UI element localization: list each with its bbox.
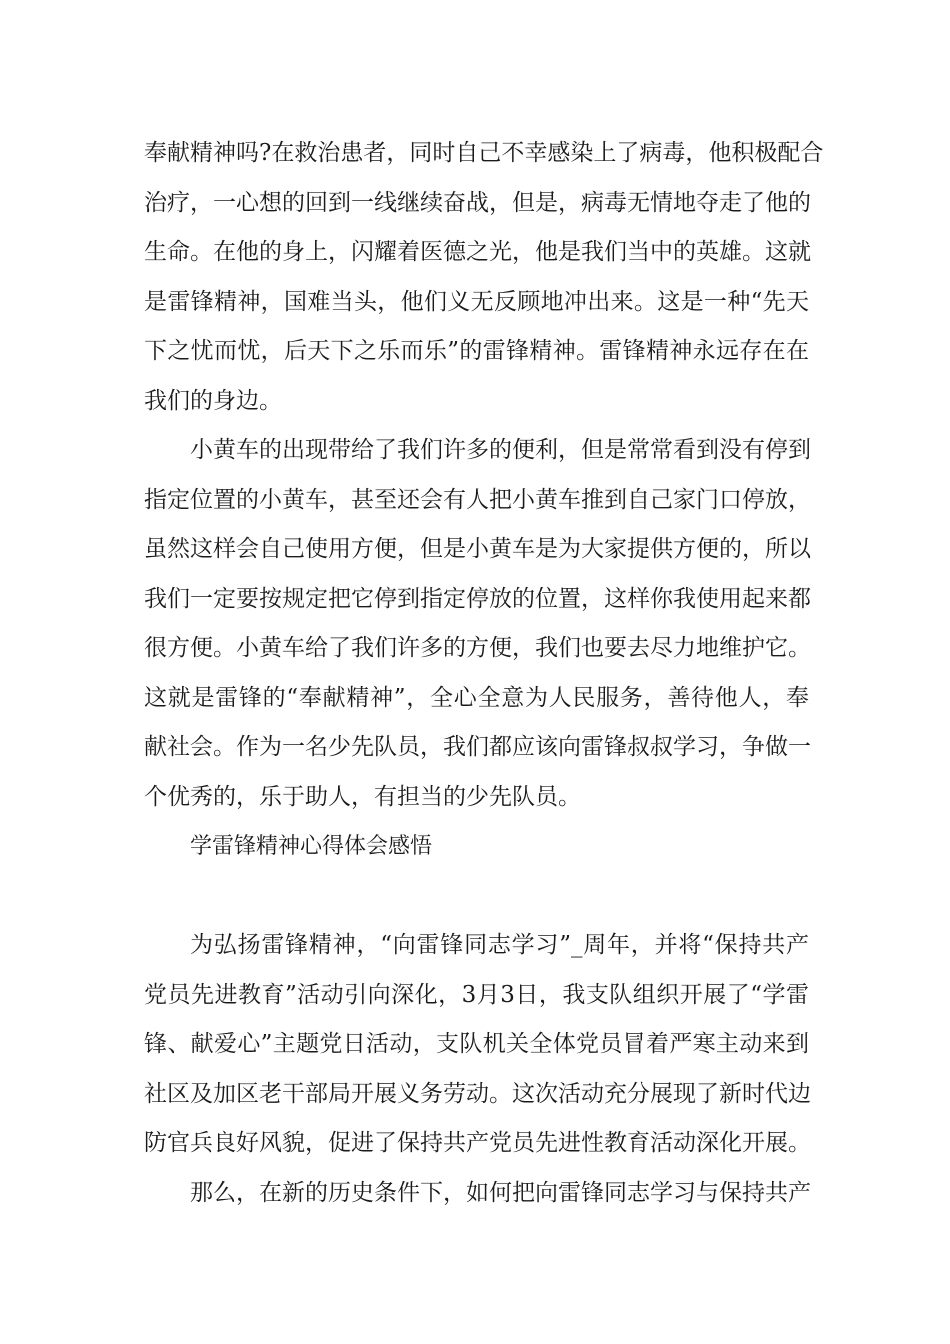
- text-line: 锋、献爱心”主题党日活动，支队机关全体党员冒着严寒主动来到: [144, 1031, 809, 1057]
- text-line: 虽然这样会自己使用方便，但是小黄车是为大家提供方便的，所以: [144, 536, 811, 562]
- text-line: 奉献精神吗?在救治患者，同时自己不幸感染上了病毒，他积极配合: [144, 140, 824, 166]
- text-line: 很方便。小黄车给了我们许多的方便，我们也要去尽力地维护它。: [144, 635, 811, 661]
- text-line: 为弘扬雷锋精神，“向雷锋同志学习”_周年，并将“保持共产: [190, 932, 809, 958]
- section-heading: 学雷锋精神心得体会感悟: [190, 834, 433, 859]
- text-line: 治疗，一心想的回到一线继续奋战，但是，病毒无情地夺走了他的: [144, 189, 811, 216]
- document-body: [144, 129, 824, 1218]
- text-line: 那么，在新的历史条件下，如何把向雷锋同志学习与保持共产: [190, 1179, 811, 1206]
- text-line: 献社会。作为一名少先队员，我们都应该向雷锋叔叔学习，争做一: [144, 734, 811, 760]
- text-line: 生命。在他的身上，闪耀着医德之光，他是我们当中的英雄。这就: [144, 239, 811, 265]
- text-line: 防官兵良好风貌，促进了保持共产党员先进性教育活动深化开展。: [144, 1130, 811, 1156]
- paragraph-1: [144, 129, 824, 426]
- paragraph-2: [144, 426, 809, 822]
- text-line: 个优秀的，乐于助人，有担当的少先队员。: [144, 783, 581, 810]
- text-line: 我们的身边。: [144, 387, 282, 414]
- text-line: 社区及加区老干部局开展义务劳动。这次活动充分展现了新时代边: [144, 1080, 811, 1107]
- text-line: 我们一定要按规定把它停到指定停放的位置，这样你我使用起来都: [144, 585, 811, 612]
- paragraph-3: [144, 921, 809, 1169]
- text-line: 下之忧而忧，后天下之乐而乐”的雷锋精神。雷锋精神永远存在在: [144, 338, 809, 364]
- paragraph-4: [144, 1169, 809, 1219]
- text-line: 党员先进教育”活动引向深化，3月3日，我支队组织开展了“学雷: [144, 981, 809, 1008]
- text-line: 小黄车的出现带给了我们许多的便利，但是常常看到没有停到: [190, 437, 811, 463]
- blank-line: [144, 872, 809, 922]
- text-line: 指定位置的小黄车，甚至还会有人把小黄车推到自己家门口停放，: [144, 486, 811, 513]
- text-line: 这就是雷锋的“奉献精神”，全心全意为人民服务，善待他人，奉: [144, 684, 809, 711]
- text-line: 是雷锋精神，国难当头，他们义无反顾地冲出来。这是一种“先天: [144, 288, 809, 315]
